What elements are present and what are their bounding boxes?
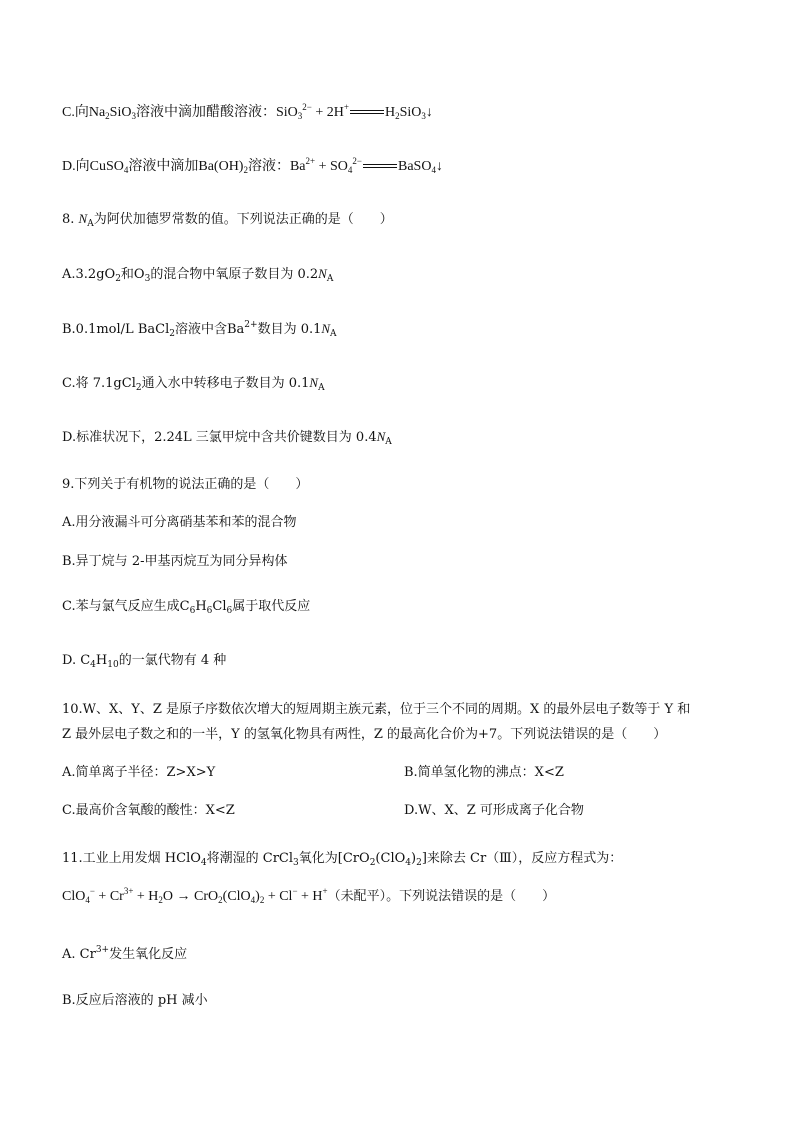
superscript: + [343,102,349,112]
superscript: 2+ [244,320,258,330]
formula: Na [88,105,106,120]
question-number: 8. [62,212,79,227]
superscript: + [322,886,328,896]
q11-equation [62,888,555,906]
subscript: 2 [158,895,163,905]
option-text: 的混合物中氧原子数目为 0.2 [150,267,319,282]
reaction-equals-sign [350,110,384,116]
q8-stem [62,210,393,229]
q10-options-row1 [62,764,742,782]
superscript: 2− [302,102,312,112]
subscript: A [87,219,94,229]
option-label: D.向CuSO [62,159,124,174]
subscript: 4 [90,660,96,670]
option-text: 和O [120,267,145,282]
q8-option-d[interactable] [62,428,392,447]
option-text: C.苯与氯气反应生成C [62,599,190,614]
superscript: 2+ [305,156,316,166]
subscript: 10 [107,660,119,670]
subscript: 2 [395,111,400,121]
option-text: H [95,653,108,668]
question-text: （未配平）。下列说法错误的是（ ） [327,889,556,904]
subscript: A [318,383,325,393]
subscript: 6 [189,606,196,616]
formula: (OH) [213,159,244,174]
formula: + H [297,889,323,904]
q10-stem-line1: 10.W、X、Y、Z 是原子序数依次增大的短周期主族元素，位于三个不同的周期。X 的最外层电子数等于 Y 和 [62,702,691,717]
avogadro-symbol: N [376,429,386,444]
avogadro-symbol: N [78,211,88,226]
q9-option-b[interactable]: B.异丁烷与 2-甲基丙烷互为同分异构体 [62,554,288,569]
q10-options-row2 [62,802,742,820]
subscript: 6 [206,606,213,616]
superscript: − [292,886,298,896]
q8-option-a[interactable] [62,265,333,284]
subscript: 3 [293,858,299,868]
subscript: 4 [200,858,207,868]
q9-option-a[interactable]: A.用分液漏斗可分离硝基苯和苯的混合物 [62,515,297,530]
formula: + 2H [311,105,344,120]
option-text: D. C [62,653,91,668]
q8-option-c[interactable] [62,374,325,393]
subscript: A [326,274,334,284]
subscript: 2 [243,165,248,175]
subscript: 2 [369,858,376,868]
superscript: 3+ [95,945,110,955]
question-text: 将潮湿的 CrCl [206,851,294,866]
superscript: 2− [352,156,362,166]
option-text: 溶液中滴加醋酸溶液： [135,105,276,120]
subscript: 4 [123,165,129,175]
formula: Ba [289,159,306,174]
subscript: 3 [144,274,151,284]
subscript: 4 [85,895,90,905]
option-text: 发生氧化反应 [109,947,188,962]
precipitate-arrow-icon: ↓ [435,159,443,174]
subscript: A [330,329,337,339]
formula: SiO [275,105,298,120]
formula: H [384,105,396,120]
subscript: 2 [416,858,422,868]
formula: + Cl [264,889,293,904]
formula: ) [255,889,260,904]
option-text: C.将 7.1gCl [62,376,136,391]
q7-option-d[interactable] [62,158,443,176]
question-text: ) [411,851,417,866]
subscript: 4 [405,858,411,868]
q9-option-d[interactable] [62,652,226,670]
question-text: 氧化为[CrO [298,851,370,866]
formula: SiO [109,105,132,120]
q7-option-c[interactable] [62,104,433,122]
q8-option-b[interactable] [62,320,337,339]
q11-option-b[interactable]: B.反应后溶液的 pH 减小 [62,993,208,1008]
q10-option-d[interactable]: D.W、X、Z 可形成离子化合物 [404,803,584,818]
formula: SiO [399,105,422,120]
subscript: 4 [431,165,436,175]
question-text: (ClO [375,851,406,866]
subscript: 2 [218,895,223,905]
formula: O → CrO [162,889,219,904]
formula: (ClO [222,889,251,904]
option-text: A. Cr [62,947,96,962]
subscript: 6 [226,606,233,616]
option-text: D.标准状况下，2.24L 三氯甲烷中含共价键数目为 0.4 [62,430,377,445]
superscript: 3+ [123,886,134,896]
precipitate-arrow-icon: ↓ [425,105,433,120]
subscript: 2 [169,329,175,339]
option-text: 溶液： [247,159,290,174]
subscript: 4 [250,895,256,905]
option-label: C.向 [62,105,89,120]
subscript: 2 [115,274,121,284]
avogadro-symbol: N [318,266,327,281]
formula: BaSO [397,159,432,174]
q9-stem: 9.下列关于有机物的说法正确的是（ ） [62,477,309,492]
subscript: 3 [297,111,303,121]
subscript: 2 [105,111,110,121]
subscript: 4 [347,165,353,175]
subscript: 2 [259,895,265,905]
formula: ClO [62,889,86,904]
avogadro-symbol: N [321,321,331,336]
option-text: A.3.2gO [62,267,116,282]
formula: + Cr [94,889,124,904]
q10-option-b[interactable]: B.简单氢化物的沸点：X<Z [404,765,564,780]
q10-option-c[interactable]: C.最高价含氧酸的酸性：X<Z [62,803,235,818]
q9-option-c[interactable] [62,598,310,616]
subscript: 2 [135,383,142,393]
superscript: − [89,886,95,896]
question-text: 11.工业上用发烟 HClO [62,851,201,866]
option-text: B.0.1mol/L BaCl [62,322,170,337]
q10-option-a[interactable]: A.简单离子半径：Z>X>Y [62,765,216,780]
option-text: 的一氯代物有 4 种 [118,653,227,668]
q11-stem-line1 [62,850,622,868]
question-text: ]来除去 Cr（Ⅲ），反应方程式为： [421,851,623,866]
subscript: 3 [421,111,426,121]
question-text: 为阿伏加德罗常数的值。下列说法正确的是（ ） [93,212,393,227]
subscript: 3 [131,111,136,121]
option-text: H [195,599,207,614]
option-text: 溶液中滴加Ba [128,159,214,174]
option-text: 通入水中转移电子数目为 0.1 [141,376,310,391]
option-text: 数目为 0.1 [257,322,322,337]
option-text: 属于取代反应 [232,599,311,614]
formula: + SO [315,159,348,174]
q11-option-a[interactable] [62,946,187,964]
option-text: Cl [212,599,227,614]
option-text: 溶液中含Ba [174,322,245,337]
formula: + H [133,889,159,904]
reaction-equals-sign [363,164,397,170]
q10-stem-line2: Z 最外层电子数之和的一半，Y 的氢氧化物具有两性，Z 的最高化合价为+7。下列说法错误的是（ ） [62,727,667,742]
subscript: A [385,437,392,447]
avogadro-symbol: N [309,375,319,390]
